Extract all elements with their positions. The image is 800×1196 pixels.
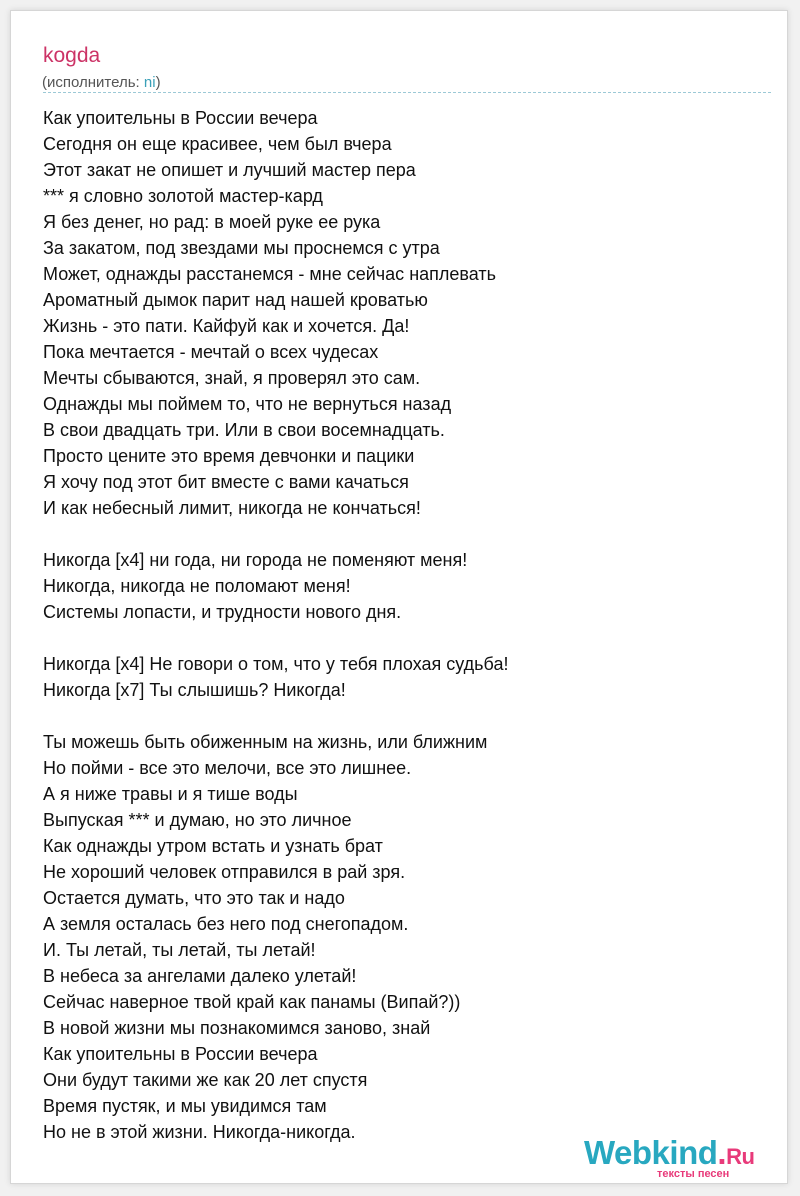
lyric-line: И. Ты летай, ты летай, ты летай! [43, 940, 316, 960]
artist-link[interactable]: ni [143, 74, 156, 91]
site-logo[interactable] [584, 1134, 784, 1184]
lyric-line: Время пустяк, и мы увидимся там [43, 1096, 327, 1116]
lyric-line: Пока мечтается - мечтай о всех чудесах [43, 342, 379, 362]
lyrics-card [10, 10, 788, 1184]
lyric-line: Системы лопасти, и трудности нового дня. [43, 602, 402, 622]
lyric-line: Сегодня он еще красивее, чем был вчера [43, 134, 392, 154]
lyric-line: Остается думать, что это так и надо [43, 888, 345, 908]
artist-suffix: ) [155, 74, 161, 91]
lyrics-stanza [43, 729, 763, 1145]
lyric-line: *** я словно золотой мастер-кард [43, 186, 323, 206]
lyric-line: В небеса за ангелами далеко улетай! [43, 966, 357, 986]
lyric-line: Ты можешь быть обиженным на жизнь, или ближним [43, 732, 488, 752]
lyric-line: Как упоительны в России вечера [43, 108, 318, 128]
lyric-line: Я без денег, но рад: в моей руке ее рука [43, 212, 381, 232]
lyric-line: Как упоительны в России вечера [43, 1044, 318, 1064]
logo-tld: Ru [726, 1144, 755, 1169]
lyric-line: Но не в этой жизни. Никогда-никогда. [43, 1122, 356, 1142]
lyric-line: Выпуская *** и думаю, но это личное [43, 810, 352, 830]
artist-prefix: (исполнитель: [42, 74, 144, 91]
lyric-line: Никогда [x4] Не говори о том, что у тебя плохая судьба! [43, 654, 509, 674]
lyric-line: Они будут такими же как 20 лет спустя [43, 1070, 368, 1090]
logo-tagline: тексты песен [657, 1168, 730, 1180]
lyric-line: Я хочу под этот бит вместе с вами качаться [43, 472, 409, 492]
lyric-line: Не хороший человек отправился в рай зря. [43, 862, 406, 882]
lyric-line: И как небесный лимит, никогда не кончаться! [43, 498, 421, 518]
lyric-line: В новой жизни мы познакомимся заново, знай [43, 1018, 431, 1038]
lyric-line: Никогда [x4] ни года, ни города не поменяют меня! [43, 550, 468, 570]
lyric-line: А земля осталась без него под снегопадом. [43, 914, 409, 934]
lyric-line: Ароматный дымок парит над нашей кроватью [43, 290, 428, 310]
header-divider [43, 92, 771, 93]
lyric-line: Просто цените это время девчонки и пацики [43, 446, 415, 466]
artist-line [42, 73, 161, 93]
lyric-line: За закатом, под звездами мы проснемся с утра [43, 238, 440, 258]
logo-dot: . [717, 1134, 727, 1171]
lyrics-body [43, 105, 763, 1171]
lyric-line: Но пойми - все это мелочи, все это лишнее. [43, 758, 412, 778]
lyric-line: Жизнь - это пати. Кайфуй как и хочется. Да! [43, 316, 410, 336]
lyric-line: А я ниже травы и я тише воды [43, 784, 298, 804]
song-title: kogda [43, 44, 101, 67]
lyric-line: Может, однажды расстанемся - мне сейчас наплевать [43, 264, 496, 284]
lyrics-stanza [43, 547, 763, 625]
lyric-line: Как однажды утром встать и узнать брат [43, 836, 383, 856]
lyric-line: Сейчас наверное твой край как панамы (Випай?)) [43, 992, 461, 1012]
lyrics-stanza [43, 651, 763, 703]
lyric-line: Мечты сбываются, знай, я проверял это сам. [43, 368, 421, 388]
lyrics-stanza [43, 105, 763, 521]
logo-name: Webkind [584, 1134, 718, 1171]
lyric-line: Этот закат не опишет и лучший мастер пера [43, 160, 416, 180]
lyric-line: Никогда [x7] Ты слышишь? Никогда! [43, 680, 346, 700]
lyric-line: В свои двадцать три. Или в свои восемнадцать. [43, 420, 445, 440]
lyric-line: Никогда, никогда не поломают меня! [43, 576, 351, 596]
lyric-line: Однажды мы поймем то, что не вернуться назад [43, 394, 452, 414]
